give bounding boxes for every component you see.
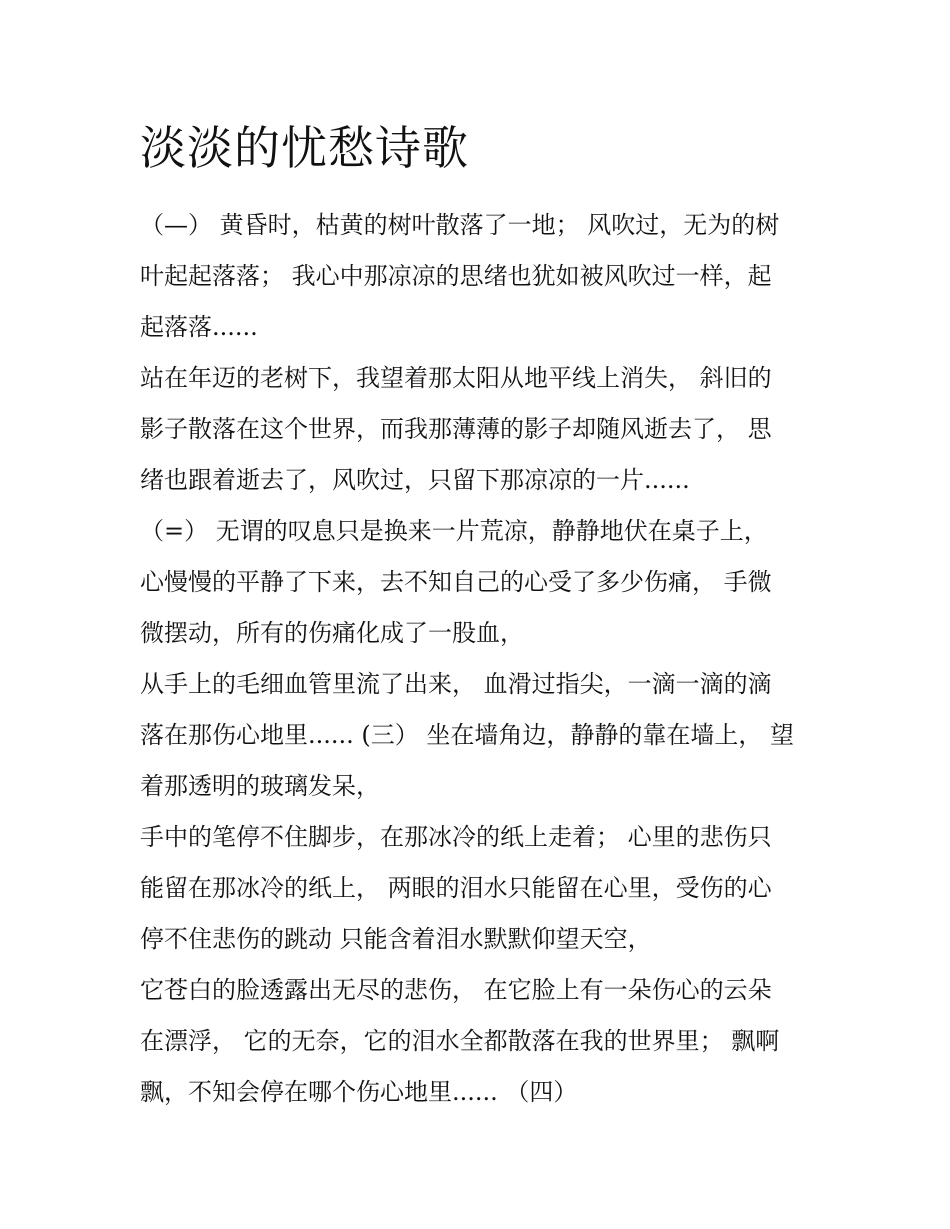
text-line: 落在那伤心地里...... (三） 坐在墙角边，静静的靠在墙上， 望	[140, 721, 795, 749]
text-line: 在漂浮， 它的无奈，它的泪水全都散落在我的世界里； 飘啊	[140, 1027, 780, 1055]
text-line: 停不住悲伤的跳动 只能含着泪水默默仰望天空，	[140, 925, 652, 953]
text-line: 叶起起落落； 我心中那凉凉的思绪也犹如被风吹过一样，起	[140, 262, 772, 290]
text-line: （=） 无谓的叹息只是换来一片荒凉，静静地伏在桌子上，	[140, 517, 768, 545]
poem-body	[140, 200, 840, 1118]
text-line: 起落落......	[140, 313, 258, 341]
text-line: 站在年迈的老树下，我望着那太阳从地平线上消失， 斜旧的	[140, 364, 772, 392]
text-line: 着那透明的玻璃发呆，	[140, 772, 380, 800]
text-line: 微摆动，所有的伤痛化成了一股血，	[140, 619, 524, 647]
text-line: 影子散落在这个世界，而我那薄薄的影子却随风逝去了， 思	[140, 415, 772, 443]
text-line: 绪也跟着逝去了，风吹过，只留下那凉凉的一片......	[140, 466, 690, 494]
text-line: 从手上的毛细血管里流了出来， 血滑过指尖，一滴一滴的滴	[140, 670, 772, 698]
text-line: 手中的笔停不住脚步，在那冰冷的纸上走着； 心里的悲伤只	[140, 823, 772, 851]
document-title: 淡淡的忧愁诗歌	[140, 121, 469, 175]
text-line: 它苍白的脸透露出无尽的悲伤， 在它脸上有一朵伤心的云朵	[140, 976, 772, 1004]
text-line: 飘，不知会停在哪个伤心地里...... （四）	[140, 1078, 578, 1106]
text-line: （—） 黄昏时，枯黄的树叶散落了一地； 风吹过，无为的树	[140, 211, 780, 239]
text-line: 能留在那冰冷的纸上， 两眼的泪水只能留在心里，受伤的心	[140, 874, 772, 902]
text-line: 心慢慢的平静了下来，去不知自己的心受了多少伤痛， 手微	[140, 568, 772, 596]
